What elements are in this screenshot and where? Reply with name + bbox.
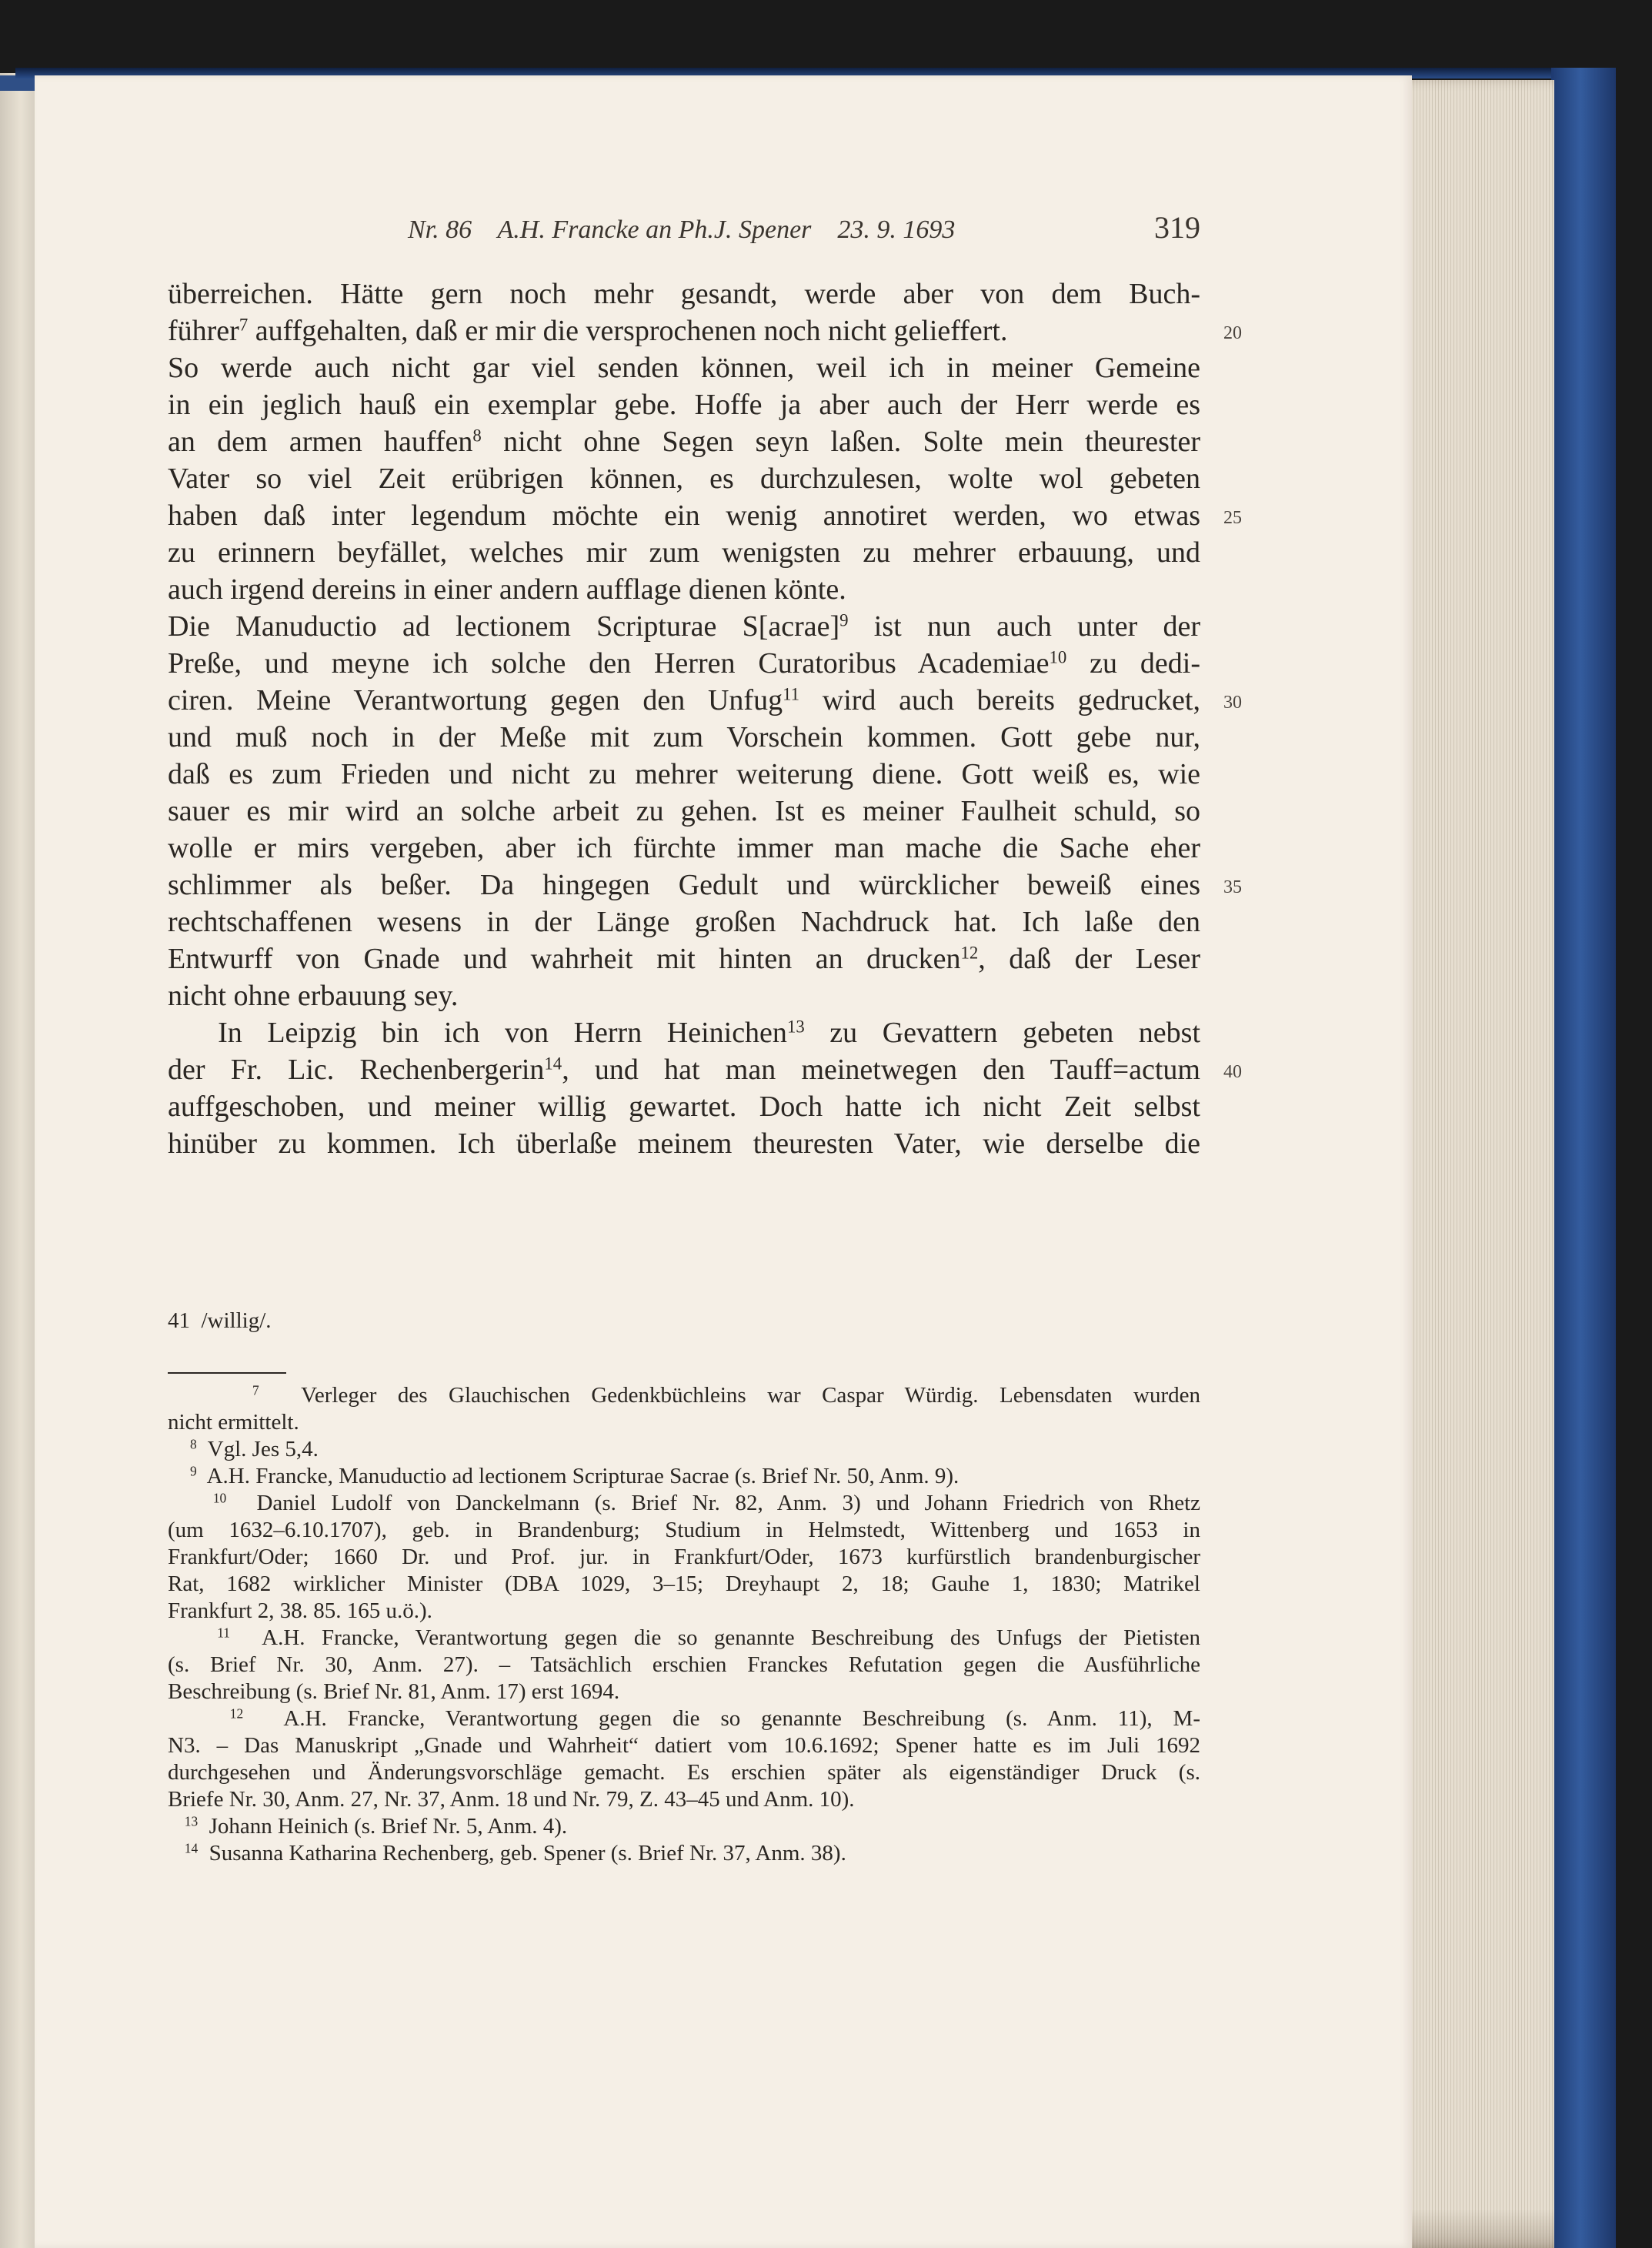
text-line: wolle er mirs vergeben, aber ich fürchte immer man mache die Sache eher (168, 832, 1200, 864)
line-number: 35 (1223, 877, 1242, 897)
text-line: hinüber zu kommen. Ich überlaße meinem theuresten Vater, wie derselbe die (168, 1127, 1200, 1160)
line-number: 40 (1223, 1062, 1242, 1082)
text-line: Vater so viel Zeit erübrigen können, es durchzulesen, wolte wol gebeten (168, 463, 1200, 495)
footnote-line: $^{10}$ Daniel Ludolf von Danckelmann (s. Brief Nr. 82, Anm. 3) und Johann Friedrich von Rhetz (212, 1490, 1200, 1515)
text-line: Die Manuductio ad lectionem Scripturae S[acrae]$^9$ ist nun auch unter der (168, 610, 1201, 643)
footnote-line: N3. – Das Manuskript „Gnade und Wahrheit“ datiert vom 10.6.1692; Spener hatte es im Juli 1692 (168, 1733, 1200, 1758)
text-line: in ein jeglich hauß ein exemplar gebe. Hoffe ja aber auch der Herr werde es (168, 389, 1200, 421)
footnote-line: durchgesehen und Änderungsvorschläge gemacht. Es erschien später als eigenständiger Druck (s. (168, 1760, 1200, 1785)
text-line: führer$^7$ auffgehalten, daß er mir die versprochenen noch nicht gelieffert. (168, 315, 1008, 347)
footnote-line: $^{13}$ Johann Heinich (s. Brief Nr. 5, Anm. 4). (184, 1813, 568, 1839)
text-line: auffgeschoben, und meiner willig gewartet. Doch hatte ich nicht Zeit selbst (168, 1091, 1200, 1123)
footnote-line: $^8$ Vgl. Jes 5,4. (190, 1436, 319, 1461)
text-line: rechtschaffenen wesens in der Länge großen Nachdruck hat. Ich laße den (168, 906, 1200, 938)
page-block-shadow (1393, 2209, 1554, 2248)
line-number: 20 (1223, 323, 1242, 343)
running-title: Nr. 86 A.H. Francke an Ph.J. Spener 23. 9. 1693 (408, 215, 956, 244)
footnote-line: Briefe Nr. 30, Anm. 27, Nr. 37, Anm. 18 und Nr. 79, Z. 43–45 und Anm. 10). (168, 1787, 855, 1812)
footnote-line: Frankfurt 2, 38. 85. 165 u.ö.). (168, 1598, 432, 1623)
footnote-line: $^{12}$ A.H. Francke, Verantwortung gegen die so genannte Beschreibung (s. Anm. 11), M- (229, 1705, 1200, 1731)
running-header (408, 209, 1200, 256)
line-number: 30 (1223, 693, 1242, 713)
text-line: und muß noch in der Meße mit zum Vorschein kommen. Gott gebe nur, (168, 721, 1200, 753)
footnote-line: Frankfurt/Oder; 1660 Dr. und Prof. jur. in Frankfurt/Oder, 1673 kurfürstlich brandenburgischer (168, 1545, 1200, 1569)
footnote-line: Beschreibung (s. Brief Nr. 81, Anm. 17) erst 1694. (168, 1679, 620, 1704)
footnote-line: $^7$ Verleger des Glauchischen Gedenkbüchleins war Caspar Würdig. Lebensdaten wurden (252, 1382, 1201, 1408)
footnote-line: $^{11}$ A.H. Francke, Verantwortung gegen die so genannte Beschreibung des Unfugs der Pietisten (217, 1625, 1200, 1650)
text-line: auch irgend dereins in einer andern aufflage dienen könte. (168, 573, 846, 606)
line-number: 25 (1223, 508, 1242, 528)
text-line: überreichen. Hätte gern noch mehr gesandt, werde aber von dem Buch- (168, 278, 1200, 310)
footnote-rule (168, 1372, 286, 1374)
text-line: schlimmer als beßer. Da hingegen Gedult und würcklicher beweiß eines (168, 869, 1200, 901)
text-line: zu erinnern beyfället, welches mir zum wenigsten zu mehrer erbauung, und (168, 536, 1200, 569)
left-page-edge (0, 73, 35, 2248)
text-line: haben daß inter legendum möchte ein wenig annotiret werden, wo etwas (168, 499, 1200, 532)
text-line: der Fr. Lic. Rechenbergerin$^{14}$, und hat man meinetwegen den Tauff=actum (168, 1054, 1200, 1086)
text-line: sauer es mir wird an solche arbeit zu gehen. Ist es meiner Faulheit schuld, so (168, 795, 1200, 827)
text-line: So werde auch nicht gar viel senden können, weil ich in meiner Gemeine (168, 352, 1200, 384)
text-line: ciren. Meine Verantwortung gegen den Unfug$^{11}$ wird auch bereits gedrucket, (168, 684, 1200, 716)
text-line: Preße, und meyne ich solche den Herren Curatoribus Academiae$^{10}$ zu dedi- (168, 647, 1200, 680)
footnote-line: $^{14}$ Susanna Katharina Rechenberg, geb. Spener (s. Brief Nr. 37, Anm. 38). (184, 1840, 846, 1866)
text-line: nicht ohne erbauung sey. (168, 980, 459, 1012)
footnote-line: (um 1632–6.10.1707), geb. in Brandenburg; Studium in Helmstedt, Wittenberg und 1653 in (168, 1518, 1200, 1542)
footnote-line: $^9$ A.H. Francke, Manuductio ad lectionem Scripturae Sacrae (s. Brief Nr. 50, Anm. 9). (190, 1463, 959, 1488)
footnote-line: (s. Brief Nr. 30, Anm. 27). – Tatsächlich erschien Franckes Refutation gegen die Ausführliche (168, 1652, 1200, 1677)
book-cover-right (1551, 68, 1616, 2248)
text-line: daß es zum Frieden und nicht zu mehrer weiterung diene. Gott weiß es, wie (168, 758, 1200, 790)
critical-apparatus: 41 /willig/. (168, 1308, 272, 1333)
text-line: an dem armen hauffen$^8$ nicht ohne Segen seyn laßen. Solte mein theurester (168, 426, 1200, 458)
text-line: In Leipzig bin ich von Herrn Heinichen$^{13}$ zu Gevattern gebeten nebst (168, 1017, 1201, 1049)
footnote-line: Rat, 1682 wirklicher Minister (DBA 1029, 3–15; Dreyhaupt 2, 18; Gauhe 1, 1830; Matrikel (168, 1572, 1200, 1596)
page-block-edge (1393, 80, 1554, 2248)
page-number: 319 (1154, 210, 1200, 245)
text-line: Entwurff von Gnade und wahrheit mit hinten an drucken$^{12}$, daß der Leser (168, 943, 1200, 975)
footnote-line: nicht ermittelt. (168, 1410, 299, 1435)
